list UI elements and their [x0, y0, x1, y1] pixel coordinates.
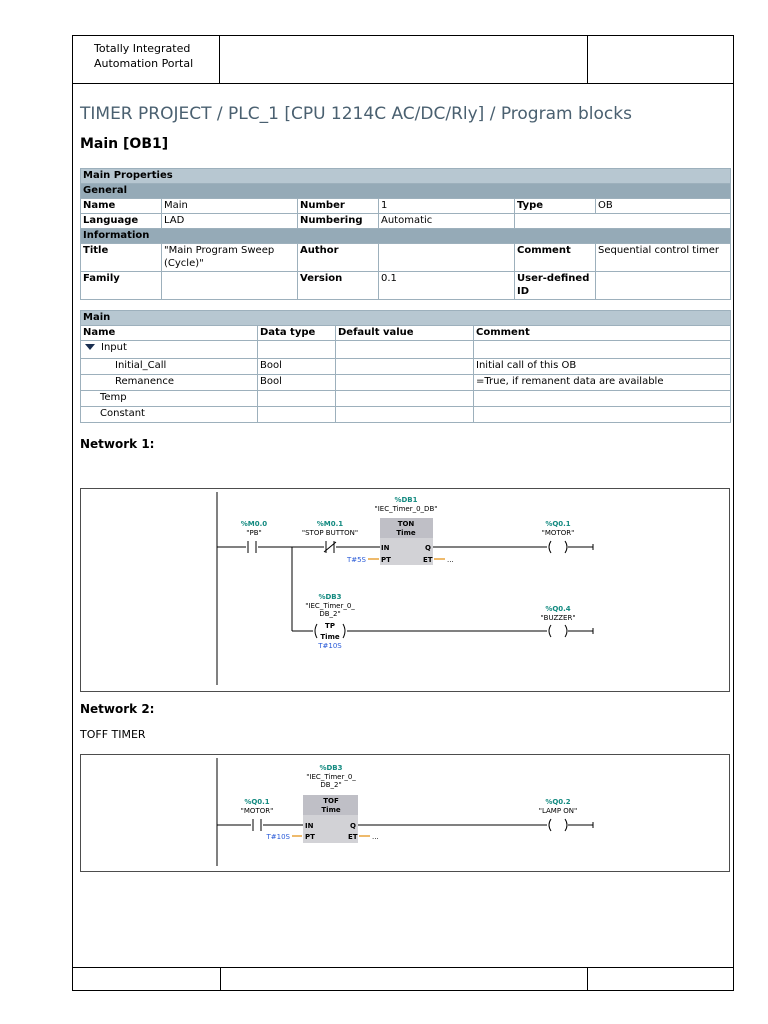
author-label: Author	[298, 244, 379, 272]
tof-time: Time	[321, 806, 341, 814]
ton-et-value: ...	[447, 556, 454, 564]
ton-pin-et: ET	[423, 556, 433, 564]
page-footer	[72, 967, 734, 991]
general-section: General	[81, 184, 731, 199]
stop-contact[interactable]	[324, 541, 336, 553]
row-type	[258, 407, 336, 423]
row-default	[336, 375, 474, 391]
network-2-diagram	[80, 754, 730, 872]
network-1-diagram	[80, 488, 730, 692]
col-default: Default value	[336, 326, 474, 341]
ton-db-tag: "IEC_Timer_0_DB"	[374, 505, 438, 513]
family-value	[162, 272, 298, 300]
title-value: "Main Program Sweep (Cycle)"	[162, 244, 298, 272]
motor-address: %Q0.1	[244, 798, 270, 806]
tp-db-tag-2: DB_2"	[319, 610, 341, 618]
ton-time: Time	[396, 529, 416, 537]
tof-db-tag-1: "IEC_Timer_0_	[306, 773, 356, 781]
title-label: Title	[81, 244, 162, 272]
tof-pin-pt: PT	[305, 833, 315, 841]
comment-label: Comment	[515, 244, 596, 272]
stop-tag: "STOP BUTTON"	[301, 529, 359, 537]
portal-line-2: Automation Portal	[94, 57, 194, 70]
pb-tag: "PB"	[246, 529, 262, 537]
tof-db-tag-2: DB_2"	[320, 781, 342, 789]
row-comment	[474, 391, 731, 407]
language-label: Language	[81, 214, 162, 229]
tof-pin-q: Q	[350, 822, 356, 830]
lamp-coil[interactable]	[549, 819, 593, 831]
tp-value: T#10S	[318, 642, 342, 650]
network-1-heading: Network 1:	[80, 437, 155, 451]
tof-pin-et: ET	[348, 833, 358, 841]
interface-table	[80, 310, 731, 423]
motor-contact[interactable]	[251, 819, 263, 831]
portal-label	[73, 36, 220, 83]
row-default	[336, 359, 474, 375]
page-title: TIMER PROJECT / PLC_1 [CPU 1214C AC/DC/Rly] / Program blocks	[80, 104, 632, 124]
tof-type: TOF	[323, 797, 339, 805]
network-1-ladder	[81, 489, 731, 693]
row-type: Bool	[258, 375, 336, 391]
properties-section: Main Properties	[81, 169, 731, 184]
row-name: Initial_Call	[81, 359, 258, 375]
row-type: Bool	[258, 359, 336, 375]
input-label: Input	[101, 342, 127, 353]
number-label: Number	[298, 199, 379, 214]
page-header	[72, 35, 734, 84]
numbering-label: Numbering	[298, 214, 379, 229]
row-type	[258, 391, 336, 407]
tof-pin-in: IN	[305, 822, 314, 830]
row-default	[336, 391, 474, 407]
buzzer-address: %Q0.4	[545, 605, 571, 613]
tp-db-address: %DB3	[318, 593, 342, 601]
block-title: Main [OB1]	[80, 136, 169, 152]
tof-db-address: %DB3	[319, 764, 343, 772]
row-comment: Initial call of this OB	[474, 359, 731, 375]
row-name: Temp	[81, 391, 258, 407]
ton-pt-value: T#5S	[346, 556, 366, 564]
network-2-heading: Network 2:	[80, 702, 155, 716]
buzzer-tag: "BUZZER"	[540, 614, 576, 622]
motor-tag: "MOTOR"	[541, 529, 575, 537]
pb-contact[interactable]	[246, 541, 258, 553]
col-comment: Comment	[474, 326, 731, 341]
ton-pin-pt: PT	[381, 556, 391, 564]
version-label: Version	[298, 272, 379, 300]
family-label: Family	[81, 272, 162, 300]
type-value: OB	[596, 199, 731, 214]
interface-section: Main	[81, 311, 731, 326]
properties-table	[80, 168, 731, 300]
ton-db-address: %DB1	[394, 496, 418, 504]
motor-address: %Q0.1	[545, 520, 571, 528]
row-name: Constant	[81, 407, 258, 423]
lamp-tag: "LAMP ON"	[538, 807, 578, 815]
input-row[interactable]	[81, 341, 258, 359]
portal-line-1: Totally Integrated	[94, 42, 191, 55]
name-label: Name	[81, 199, 162, 214]
name-value: Main	[162, 199, 298, 214]
number-value: 1	[379, 199, 515, 214]
row-default	[336, 407, 474, 423]
network-2-comment: TOFF TIMER	[80, 728, 146, 741]
comment-value: Sequential control timer	[596, 244, 731, 272]
userid-label: User-defined ID	[515, 272, 596, 300]
information-section: Information	[81, 229, 731, 244]
ton-pin-in: IN	[381, 544, 390, 552]
tp-db-tag-1: "IEC_Timer_0_	[305, 602, 355, 610]
userid-value	[596, 272, 731, 300]
stop-address: %M0.1	[316, 520, 344, 528]
col-name: Name	[81, 326, 258, 341]
col-datatype: Data type	[258, 326, 336, 341]
numbering-value: Automatic	[379, 214, 515, 229]
tp-type: TP	[325, 622, 335, 630]
buzzer-coil[interactable]	[549, 625, 593, 637]
empty-cell	[515, 214, 731, 229]
type-label: Type	[515, 199, 596, 214]
motor-coil[interactable]	[549, 541, 593, 553]
collapse-arrow-icon[interactable]	[85, 344, 95, 350]
tof-pt-value: T#10S	[266, 833, 290, 841]
footer-divider-2	[587, 968, 588, 990]
motor-tag: "MOTOR"	[240, 807, 274, 815]
tof-et-value: ...	[372, 833, 379, 841]
lamp-address: %Q0.2	[545, 798, 571, 806]
row-comment	[474, 407, 731, 423]
row-name: Remanence	[81, 375, 258, 391]
version-value: 0.1	[379, 272, 515, 300]
pb-address: %M0.0	[240, 520, 268, 528]
language-value: LAD	[162, 214, 298, 229]
ton-pin-q: Q	[425, 544, 431, 552]
tp-time: Time	[320, 633, 340, 641]
header-divider	[587, 36, 588, 83]
network-2-ladder	[81, 755, 731, 873]
row-comment: =True, if remanent data are available	[474, 375, 731, 391]
author-value	[379, 244, 515, 272]
ton-type: TON	[397, 520, 415, 528]
footer-divider-1	[220, 968, 221, 990]
